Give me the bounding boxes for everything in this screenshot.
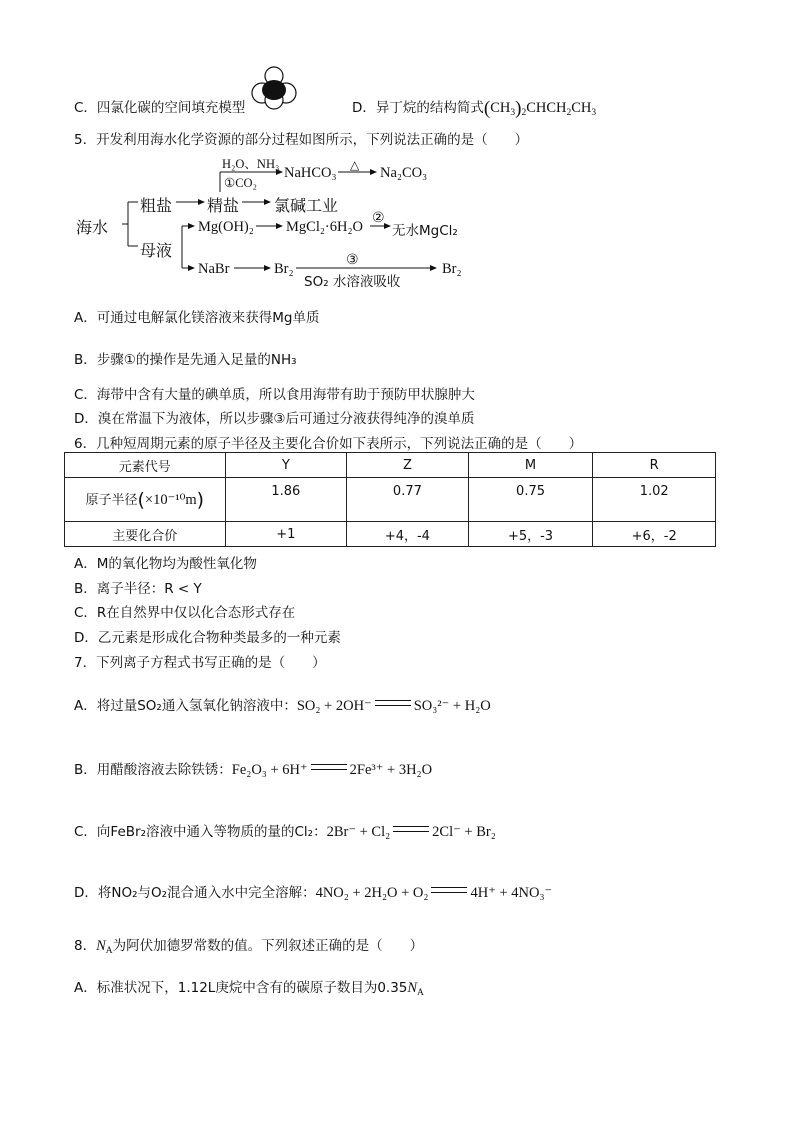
radius-unit: ×10⁻¹⁰m xyxy=(144,491,197,508)
q7-option-a-text: A．将过量SO₂通入氢氧化钠溶液中： xyxy=(74,698,297,714)
q4-option-c: C．四氯化碳的空间填充模型 xyxy=(74,100,246,116)
diagram-mgcl2-hydrate: MgCl₂·6H₂O xyxy=(286,219,363,235)
valence-label-cell: 主要化合价 xyxy=(65,522,226,547)
diagram-step1-co2: ①CO₂ xyxy=(224,176,257,190)
table-header-cell: 元素代号 xyxy=(65,453,226,478)
isobutane-formula: $(CH_3)_2CHCH_2CH_3$ xyxy=(483,98,597,119)
q7-option-b xyxy=(74,758,432,779)
table-cell: 0.77 xyxy=(347,478,469,522)
q8-option-a-text: A．标准状况下，1.12L庚烷中含有的碳原子数目为0.35 xyxy=(74,980,408,996)
element-table xyxy=(64,452,716,547)
q4-option-d xyxy=(352,96,596,120)
table-header-row xyxy=(65,453,716,478)
q7-option-a-lhs: SO₂ + 2OH⁻ xyxy=(296,698,372,714)
table-header-cell: R xyxy=(593,453,716,478)
q5-stem: 5．开发利用海水化学资源的部分过程如图所示，下列说法正确的是（ ） xyxy=(74,132,529,148)
diagram-anhydrous-mgcl2: 无水MgCl₂ xyxy=(392,223,458,239)
table-cell: 0.75 xyxy=(468,478,593,522)
q7-option-c-text: C．向FeBr₂溶液中通入等物质的量的Cl₂： xyxy=(74,824,327,840)
q5-option-a: A．可通过电解氯化镁溶液来获得Mg单质 xyxy=(74,310,320,326)
q5-option-d: D．溴在常温下为液体，所以步骤③后可通过分液获得纯净的溴单质 xyxy=(74,411,475,427)
q8-stem-text: 为阿伏加德罗常数的值。下列叙述正确的是（ ） xyxy=(112,938,424,954)
table-cell: +4，-4 xyxy=(347,522,469,547)
q5-option-c: C．海带中含有大量的碘单质，所以食用海带有助于预防甲状腺肿大 xyxy=(74,387,475,403)
q7-option-d-text: D．将NO₂与O₂混合通入水中完全溶解： xyxy=(74,885,316,901)
q7-option-a xyxy=(74,694,491,715)
diagram-nabr: NaBr xyxy=(198,261,230,277)
table-cell: 1.86 xyxy=(225,478,347,522)
diagram-nahco3: NaHCO₃ xyxy=(284,165,337,181)
avogadro-subscript: A xyxy=(105,946,113,956)
radius-label: 原子半径 xyxy=(85,492,138,508)
q7-stem: 7．下列离子方程式书写正确的是（ ） xyxy=(74,655,326,671)
radius-label-cell: 原子半径(×10⁻¹⁰m) xyxy=(65,478,226,522)
q5-option-b: B．步骤①的操作是先通入足量的NH₃ xyxy=(74,352,297,368)
q7-option-c-lhs: 2Br⁻ + Cl₂ xyxy=(326,824,391,840)
diagram-refined-salt: 精盐 xyxy=(207,196,240,215)
equals-sign-icon xyxy=(393,826,429,832)
q6-option-b: B．离子半径：R < Y xyxy=(74,581,202,597)
table-header-cell: M xyxy=(468,453,593,478)
q7-option-a-rhs: SO₃²⁻ + H₂O xyxy=(413,698,491,714)
table-cell: +1 xyxy=(225,522,347,547)
table-row-valence xyxy=(65,522,716,547)
avogadro-subscript: A xyxy=(417,988,424,998)
diagram-mother-liquor: 母液 xyxy=(140,241,173,260)
table-header-cell: Y xyxy=(225,453,347,478)
diagram-crude-salt: 粗盐 xyxy=(140,196,173,215)
q7-option-d-rhs: 4H⁺ + 4NO₃⁻ xyxy=(470,885,553,901)
diagram-reagents-top: H₂O、NH₃ xyxy=(222,157,280,171)
q7-option-d-lhs: 4NO₂ + 2H₂O + O₂ xyxy=(315,885,429,901)
table-cell: 1.02 xyxy=(593,478,716,522)
avogadro-symbol: N xyxy=(407,980,418,996)
q7-option-c xyxy=(74,820,496,841)
diagram-seawater: 海水 xyxy=(76,218,109,237)
table-cell: +5，-3 xyxy=(468,522,593,547)
q4-option-d-text: D．异丁烷的结构简式 xyxy=(352,100,484,116)
diagram-mgoh2: Mg(OH)₂ xyxy=(198,219,254,235)
q7-option-b-lhs: Fe₂O₃ + 6H⁺ xyxy=(231,762,308,778)
q6-option-a: A．M的氧化物均为酸性氧化物 xyxy=(74,556,257,572)
diagram-na2co3: Na₂CO₃ xyxy=(380,165,428,181)
q8-option-a xyxy=(74,976,424,998)
table-row-radius xyxy=(65,478,716,522)
table-header-cell: Z xyxy=(347,453,469,478)
equals-sign-icon xyxy=(375,700,411,706)
ccl4-space-filling-model xyxy=(250,66,298,110)
diagram-so2-absorb: SO₂ 水溶液吸收 xyxy=(304,274,401,290)
diagram-step2: ② xyxy=(372,210,385,226)
diagram-heat-symbol: △ xyxy=(350,158,360,172)
diagram-step3: ③ xyxy=(346,252,359,268)
table-cell: +6，-2 xyxy=(593,522,716,547)
q6-stem: 6．几种短周期元素的原子半径及主要化合价如下表所示，下列说法正确的是（ ） xyxy=(74,436,583,452)
q8-stem: 8．$N_A$为阿伏加德罗常数的值。下列叙述正确的是（ ） xyxy=(74,938,424,956)
q7-option-b-text: B．用醋酸溶液去除铁锈： xyxy=(74,762,232,778)
q7-option-c-rhs: 2Cl⁻ + Br₂ xyxy=(432,824,496,840)
q6-option-c: C．R在自然界中仅以化合态形式存在 xyxy=(74,605,296,621)
diagram-chlor-alkali: 氯碱工业 xyxy=(274,196,339,215)
q6-option-d: D．乙元素是形成化合物种类最多的一种元素 xyxy=(74,630,341,646)
avogadro-symbol: N xyxy=(96,938,106,954)
diagram-br2-first: Br₂ xyxy=(274,261,294,277)
q7-option-d xyxy=(74,881,552,902)
equals-sign-icon xyxy=(431,887,467,893)
equals-sign-icon xyxy=(311,764,347,770)
diagram-br2-second: Br₂ xyxy=(442,261,462,277)
q7-option-b-rhs: 2Fe³⁺ + 3H₂O xyxy=(349,762,433,778)
